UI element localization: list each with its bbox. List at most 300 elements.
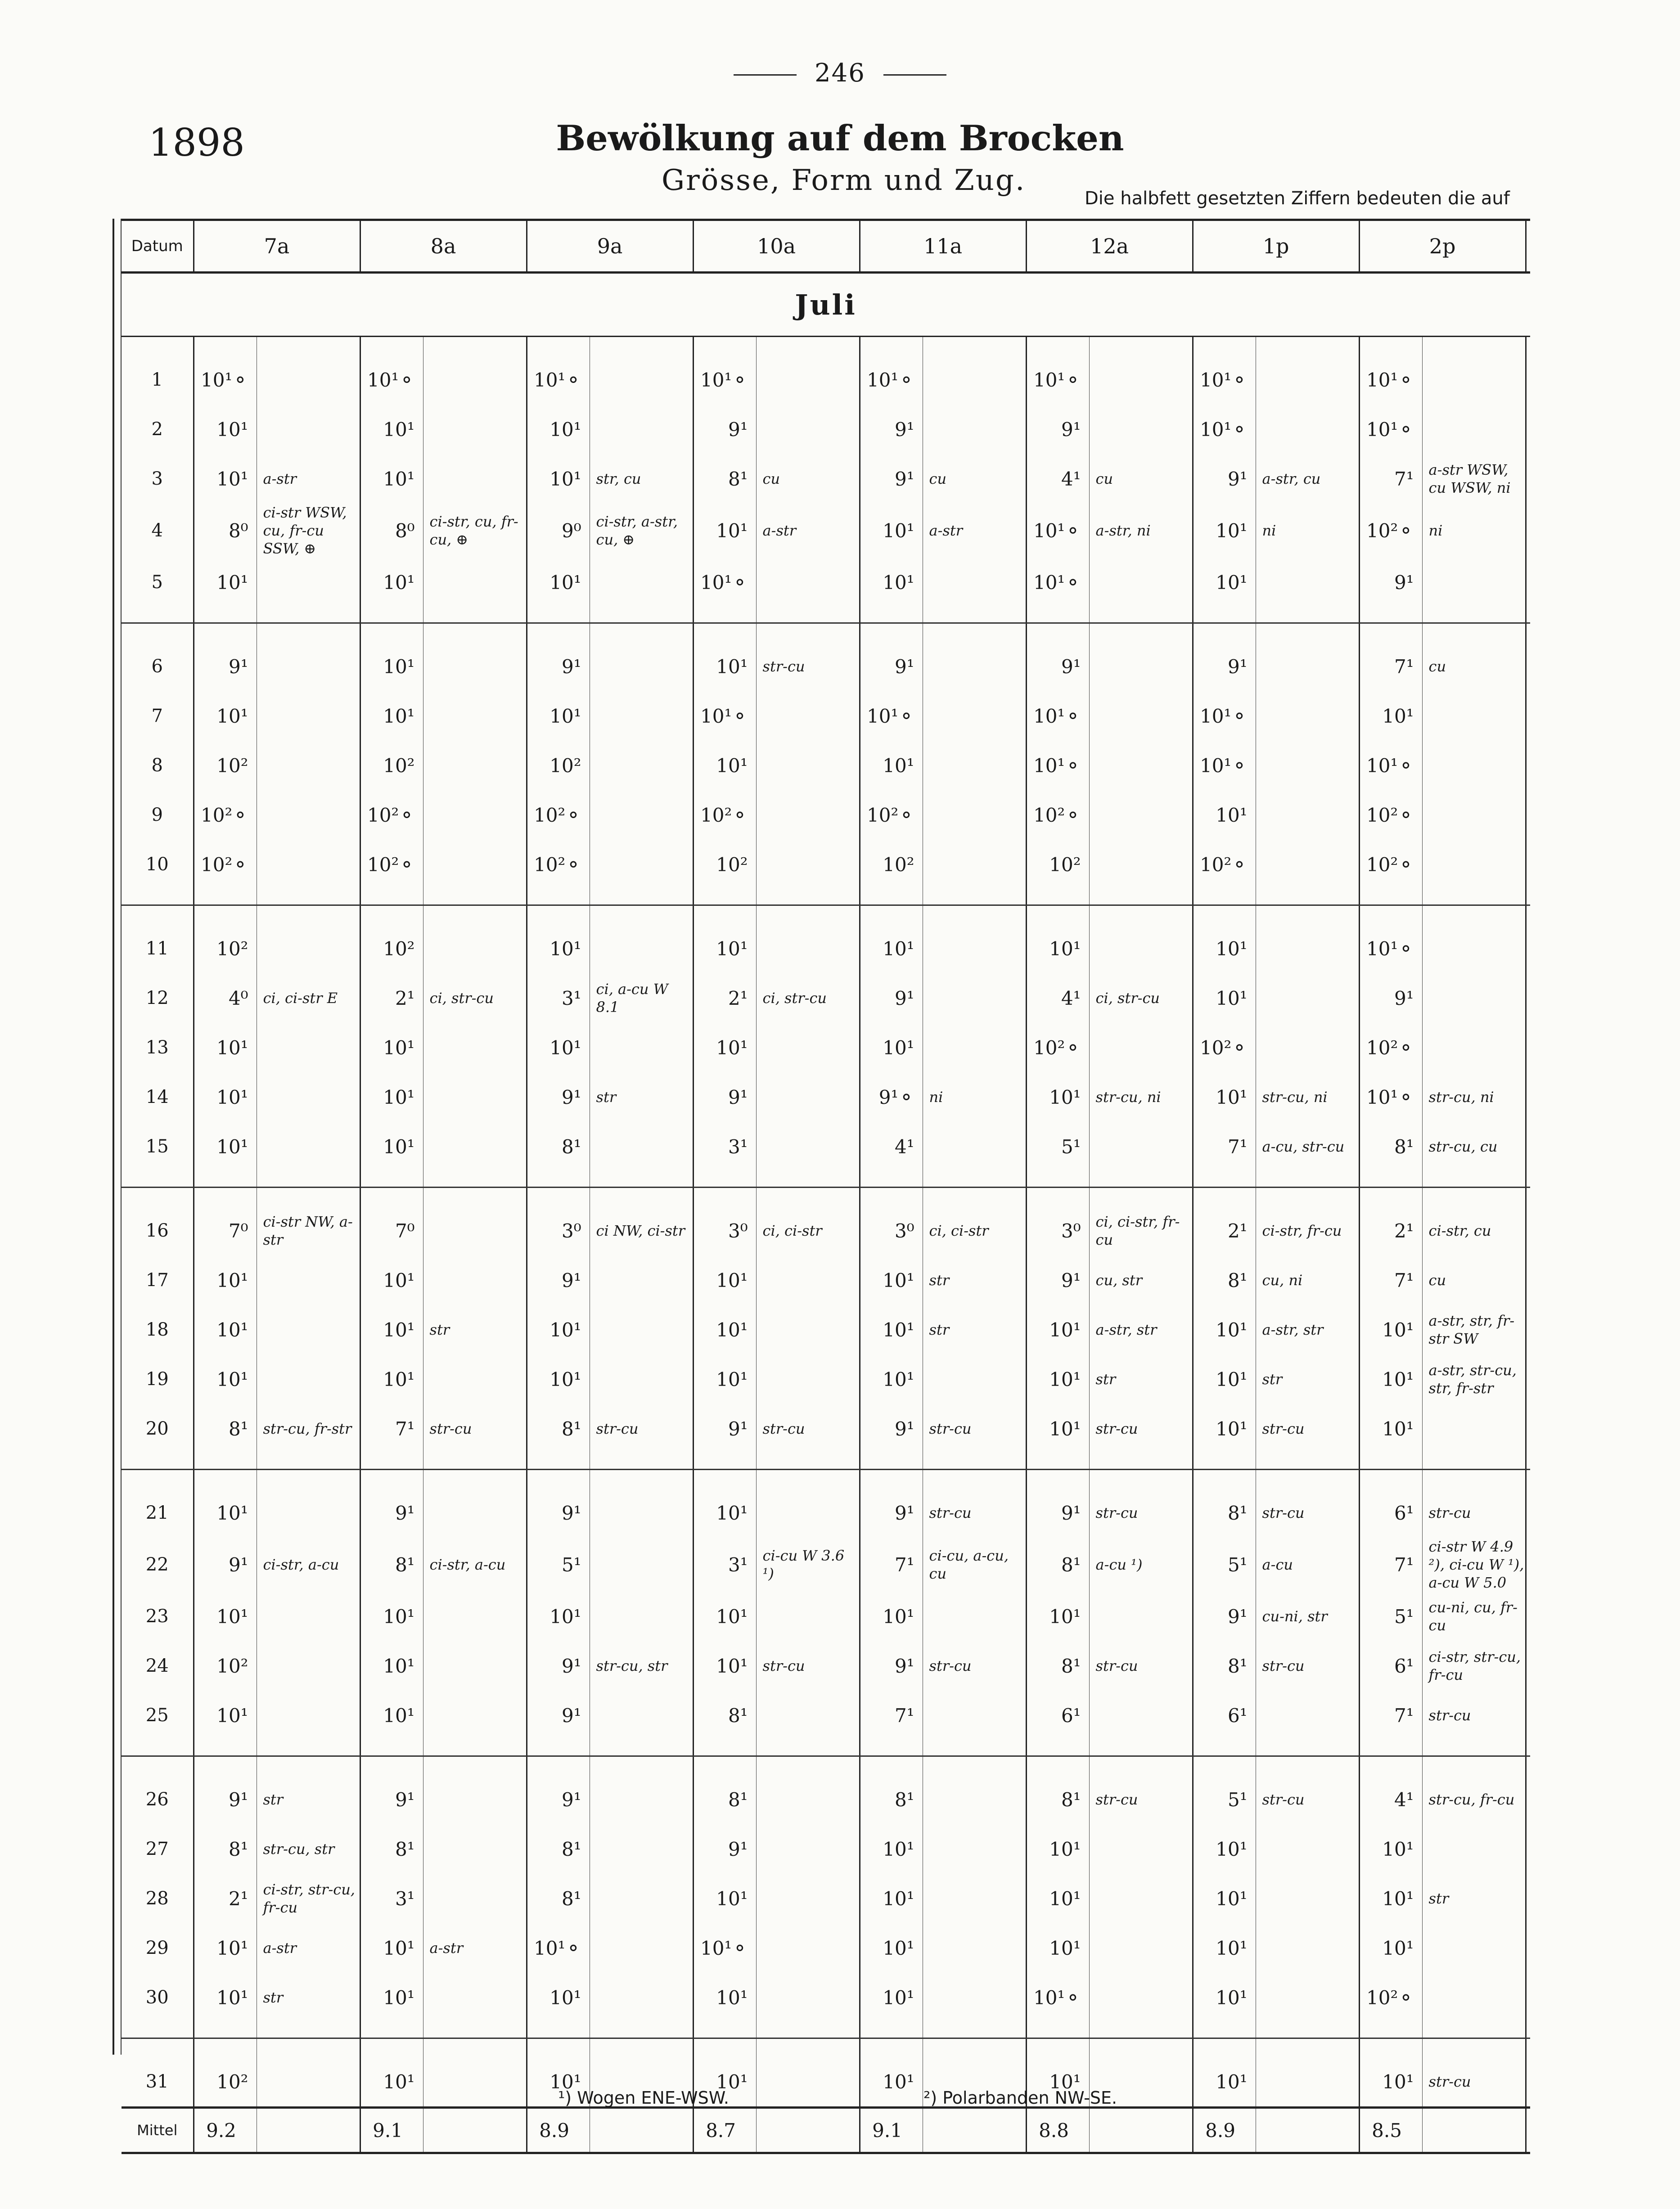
cloud-amount: 8¹: [1026, 1538, 1089, 1592]
cloud-amount: 8¹: [1193, 1470, 1256, 1538]
cloud-form: [756, 1691, 860, 1756]
edge-cell: [1526, 1072, 1530, 1122]
cloud-form: [1256, 1824, 1359, 1874]
cloud-form: [923, 337, 1026, 405]
cloud-form: ci-str, str-cu, fr-cu: [257, 1874, 360, 1923]
cloud-amount: 5¹: [1193, 1756, 1256, 1825]
cloud-form: str: [257, 1756, 360, 1825]
cloud-form: [590, 1255, 693, 1305]
cloud-form: str-cu: [590, 1404, 693, 1470]
cloud-form: [1256, 405, 1359, 454]
cloud-amount: 10²⚬: [1359, 1973, 1422, 2038]
cloud-form: str: [923, 1305, 1026, 1354]
page-title: Bewölkung auf dem Brocken: [556, 118, 1124, 159]
cloud-amount: 9¹: [1026, 1470, 1089, 1538]
cloud-amount: 10¹: [360, 2038, 423, 2108]
cloud-form: cu, str: [1089, 1255, 1193, 1305]
cloud-form: [423, 1470, 527, 1538]
cloud-form: ci-str WSW, cu, fr-cu SSW, ⊕: [257, 504, 360, 558]
cloud-form: [257, 1691, 360, 1756]
cloud-amount: 2¹: [693, 973, 756, 1023]
cloud-form: [257, 1354, 360, 1404]
cloud-amount: 10¹: [194, 1354, 257, 1404]
table-row: [122, 1188, 1530, 1256]
cloud-amount: 10¹: [693, 1874, 756, 1923]
cloud-form: [1422, 691, 1526, 741]
cloud-form: [590, 1354, 693, 1404]
footnote: ²) Polarbanden NW-SE.: [923, 2088, 1117, 2108]
cloud-amount: 10¹⚬: [860, 691, 923, 741]
cloud-form: [423, 1354, 527, 1404]
cloud-amount: 9¹: [1193, 1592, 1256, 1641]
cloud-amount: 10¹: [1193, 1072, 1256, 1122]
cloud-amount: 8¹: [1026, 1641, 1089, 1691]
cloud-form: [1256, 623, 1359, 692]
datum-header: Datum: [122, 220, 194, 273]
cloud-form: [1089, 840, 1193, 905]
table-row: [122, 691, 1530, 741]
hour-header: 10a: [693, 220, 860, 273]
cloud-form: ni: [1422, 504, 1526, 558]
cloud-form: [590, 1592, 693, 1641]
edge-cell: [1526, 790, 1530, 840]
cloud-amount: 10¹: [527, 1973, 590, 2038]
cloud-form: a-str: [756, 504, 860, 558]
cloud-amount: 10¹: [860, 1592, 923, 1641]
cloud-form: [756, 1470, 860, 1538]
day-number: 30: [122, 1973, 194, 2038]
cloud-amount: 9¹: [1026, 623, 1089, 692]
cloud-form: [1422, 337, 1526, 405]
cloud-form: [423, 840, 527, 905]
cloud-form: [1089, 1592, 1193, 1641]
cloud-amount: 10¹: [194, 1592, 257, 1641]
cloud-amount: 3⁰: [860, 1188, 923, 1256]
cloud-amount: 3¹: [693, 1122, 756, 1188]
cloud-form: [1089, 1973, 1193, 2038]
cloud-form: ni: [1256, 504, 1359, 558]
cloud-form: ci-str, cu, fr-cu, ⊕: [423, 504, 527, 558]
cloud-amount: 9¹: [1026, 1255, 1089, 1305]
cloud-amount: 10¹⚬: [1359, 405, 1422, 454]
cloud-amount: 7¹: [1359, 623, 1422, 692]
cloud-form: [1256, 337, 1359, 405]
cloud-amount: 10¹: [360, 405, 423, 454]
cloud-form: str-cu: [1422, 1691, 1526, 1756]
cloud-form: [590, 623, 693, 692]
edge-cell: [1526, 504, 1530, 558]
cloud-form: str: [1422, 1874, 1526, 1923]
cloud-form: str-cu, fr-cu: [1422, 1756, 1526, 1825]
cloud-amount: 10²⚬: [1193, 840, 1256, 905]
cloud-form: cu, ni: [1256, 1255, 1359, 1305]
cloud-amount: 10¹⚬: [1359, 741, 1422, 790]
cloud-amount: 8¹: [194, 1404, 257, 1470]
edge-cell: [1526, 454, 1530, 504]
cloud-form: str-cu, str: [590, 1641, 693, 1691]
cloud-amount: 10¹: [860, 905, 923, 974]
cloud-form: [923, 1023, 1026, 1072]
cloud-amount: 10¹: [860, 504, 923, 558]
cloud-amount: 10¹: [1193, 790, 1256, 840]
edge-cell: [1526, 1824, 1530, 1874]
cloud-form: ci-str, fr-cu: [1256, 1188, 1359, 1256]
cloud-amount: 10¹: [527, 405, 590, 454]
cloud-form: [423, 1874, 527, 1923]
cloud-form: ci-str, a-cu: [423, 1538, 527, 1592]
cloud-amount: 2¹: [360, 973, 423, 1023]
cloud-amount: 10¹⚬: [1193, 741, 1256, 790]
mittel-row: [122, 2108, 1530, 2153]
cloud-amount: 10¹: [860, 1824, 923, 1874]
cloud-form: [1422, 741, 1526, 790]
day-number: 3: [151, 468, 163, 489]
cloud-form: [257, 840, 360, 905]
cloud-amount: 10¹: [693, 1470, 756, 1538]
cloud-form: [1256, 741, 1359, 790]
cloud-amount: 9¹: [194, 1538, 257, 1592]
cloud-amount: 8¹: [693, 1756, 756, 1825]
table-row: [122, 337, 1530, 405]
day-number: 17: [145, 1270, 169, 1291]
cloud-form: [257, 905, 360, 974]
table-row: [122, 1691, 1530, 1756]
cloud-amount: 10¹⚬: [1359, 1072, 1422, 1122]
cloud-amount: 10¹⚬: [1026, 337, 1089, 405]
cloud-form: [756, 1354, 860, 1404]
cloud-amount: 10¹⚬: [1026, 504, 1089, 558]
cloud-amount: 7⁰: [360, 1188, 423, 1256]
cloud-form: [423, 623, 527, 692]
cloud-form: ci-str W 4.9 ²), ci-cu W ¹), a-cu W 5.0: [1422, 1538, 1526, 1592]
cloud-amount: 10²⚬: [1193, 1023, 1256, 1072]
cloud-amount: 10¹: [1193, 1874, 1256, 1923]
cloud-amount: 10¹: [693, 2038, 756, 2108]
cloud-form: [257, 741, 360, 790]
edge-cell: [1526, 558, 1530, 623]
cloud-form: [923, 1122, 1026, 1188]
table-row: [122, 1641, 1530, 1691]
cloud-amount: 10²⚬: [860, 790, 923, 840]
table-row: [122, 405, 1530, 454]
day-number: 23: [145, 1606, 169, 1627]
cloud-amount: 10¹: [360, 1305, 423, 1354]
cloud-amount: 2¹: [1359, 1188, 1422, 1256]
cloud-form: [1422, 790, 1526, 840]
day-number: 6: [151, 656, 163, 677]
edge-cell: [1526, 405, 1530, 454]
cloud-form: [1422, 1404, 1526, 1470]
table-row: [122, 1756, 1530, 1825]
day-number: 19: [145, 1369, 169, 1390]
cloud-form: [1422, 1824, 1526, 1874]
cloud-amount: 9¹: [360, 1756, 423, 1825]
cloud-amount: 4⁰: [194, 973, 257, 1023]
edge-cell: [1526, 1255, 1530, 1305]
cloud-amount: 3⁰: [693, 1188, 756, 1256]
cloud-form: [756, 790, 860, 840]
cloud-amount: 8¹: [527, 1404, 590, 1470]
cloud-amount: 2¹: [1193, 1188, 1256, 1256]
cloud-amount: 8¹: [360, 1538, 423, 1592]
cloud-form: str-cu: [756, 1641, 860, 1691]
edge-cell: [1526, 1023, 1530, 1072]
cloud-form: [423, 905, 527, 974]
cloud-amount: 4¹: [1026, 973, 1089, 1023]
cloud-form: [423, 741, 527, 790]
cloud-form: [1089, 1874, 1193, 1923]
cloud-amount: 10¹⚬: [693, 1923, 756, 1973]
cloud-form: [423, 2038, 527, 2108]
cloud-form: ci, str-cu: [423, 973, 527, 1023]
cloud-amount: 10¹: [1026, 905, 1089, 974]
cloud-form: ci-cu, a-cu, cu: [923, 1538, 1026, 1592]
cloud-form: [423, 1824, 527, 1874]
cloud-amount: 9¹: [860, 623, 923, 692]
header-note: Die halbfett gesetzten Ziffern bedeuten die auf: [1085, 188, 1510, 209]
cloud-amount: 10²⚬: [360, 790, 423, 840]
cloud-amount: 7¹: [860, 1691, 923, 1756]
edge-cell: [1526, 1691, 1530, 1756]
day-number: 5: [122, 558, 194, 623]
cloud-amount: 10¹: [860, 1973, 923, 2038]
mittel-value: 8.9: [527, 2108, 590, 2153]
cloud-amount: 10¹⚬: [1026, 1973, 1089, 2038]
cloud-form: [423, 1691, 527, 1756]
cloud-amount: 9¹: [1359, 973, 1422, 1023]
cloud-form: str-cu: [1256, 1404, 1359, 1470]
cloud-amount: 10¹: [1026, 1354, 1089, 1404]
cloud-amount: 10¹: [693, 905, 756, 974]
cloud-form: [423, 691, 527, 741]
cloud-form: [756, 1122, 860, 1188]
cloud-form: [1089, 405, 1193, 454]
cloud-amount: 10²: [194, 741, 257, 790]
cloud-form: ci NW, ci-str: [590, 1188, 693, 1256]
cloud-form: str-cu, str: [257, 1824, 360, 1874]
cloud-amount: 10¹⚬: [1193, 337, 1256, 405]
cloud-form: [756, 1255, 860, 1305]
cloud-amount: 9¹: [527, 1470, 590, 1538]
cloud-form: str-cu: [923, 1404, 1026, 1470]
day-number: 29: [145, 1938, 169, 1958]
cloud-amount: 10¹: [194, 1973, 257, 2038]
cloud-amount: 10¹⚬: [527, 1923, 590, 1973]
cloud-amount: 9¹⚬: [860, 1072, 923, 1122]
cloud-amount: 7¹: [1193, 1122, 1256, 1188]
edge-cell: [1526, 1470, 1530, 1538]
edge-cell: [1526, 741, 1530, 790]
cloud-form: a-cu ¹): [1089, 1538, 1193, 1592]
cloud-form: [257, 691, 360, 741]
cloud-amount: 3¹: [693, 1538, 756, 1592]
cloud-form: [1089, 623, 1193, 692]
cloud-form: str-cu, ni: [1422, 1072, 1526, 1122]
cloud-amount: 10¹: [693, 1255, 756, 1305]
cloud-form: cu-ni, str: [1256, 1592, 1359, 1641]
cloud-form: [756, 1305, 860, 1354]
cloud-amount: 10¹: [860, 1923, 923, 1973]
edge-cell: [1526, 1188, 1530, 1256]
hour-header: 8a: [360, 220, 527, 273]
cloud-amount: 10¹⚬: [1026, 741, 1089, 790]
edge-cell: [1526, 1756, 1530, 1825]
cloud-form: str-cu: [756, 623, 860, 692]
cloud-amount: 9¹: [693, 405, 756, 454]
cloud-form: [423, 405, 527, 454]
cloud-amount: 10¹: [1193, 1354, 1256, 1404]
cloud-form: [257, 790, 360, 840]
cloud-amount: 10¹⚬: [1359, 905, 1422, 974]
mittel-blank: [257, 2108, 360, 2153]
day-number: 8: [151, 755, 163, 776]
cloud-amount: 10¹: [860, 558, 923, 623]
cloud-form: [923, 1874, 1026, 1923]
cloud-amount: 9¹: [693, 1824, 756, 1874]
edge-cell: [1526, 1404, 1530, 1470]
day-number: 1: [151, 369, 163, 390]
cloud-form: [423, 1122, 527, 1188]
cloud-amount: 8⁰: [194, 504, 257, 558]
cloud-form: [756, 1023, 860, 1072]
cloud-form: [590, 1824, 693, 1874]
cloud-form: a-str: [257, 1923, 360, 1973]
cloud-amount: 10²: [1026, 840, 1089, 905]
cloud-amount: 10¹: [1026, 1874, 1089, 1923]
cloud-amount: 9¹: [527, 1255, 590, 1305]
cloud-amount: 10²⚬: [194, 790, 257, 840]
cloud-form: cu: [1422, 1255, 1526, 1305]
cloud-amount: 10¹: [1026, 1404, 1089, 1470]
cloud-form: [1256, 973, 1359, 1023]
cloud-form: ci-str, a-str, cu, ⊕: [590, 504, 693, 558]
hour-header: 9a: [527, 220, 693, 273]
cloud-form: [257, 1122, 360, 1188]
cloud-amount: 8¹: [194, 1824, 257, 1874]
edge-cell: [1526, 905, 1530, 974]
cloud-amount: 10¹: [693, 741, 756, 790]
cloud-form: [756, 1592, 860, 1641]
cloud-amount: 10¹⚬: [693, 558, 756, 623]
cloud-amount: 10²: [527, 741, 590, 790]
cloud-amount: 10²: [860, 840, 923, 905]
cloud-form: str-cu, fr-str: [257, 1404, 360, 1470]
cloud-amount: 8¹: [527, 1122, 590, 1188]
edge-cell: [1526, 623, 1530, 692]
cloud-form: [590, 1305, 693, 1354]
cloud-form: str-cu: [1089, 1404, 1193, 1470]
cloud-form: [423, 1756, 527, 1825]
cloud-form: ci-str, cu: [1422, 1188, 1526, 1256]
page-number: [0, 58, 1680, 88]
cloud-form: [257, 337, 360, 405]
cloud-amount: 10¹⚬: [1026, 691, 1089, 741]
cloud-form: [1422, 1023, 1526, 1072]
cloud-form: str: [923, 1255, 1026, 1305]
cloud-form: [257, 1023, 360, 1072]
day-number: 11: [145, 938, 169, 959]
cloud-form: [257, 2038, 360, 2108]
table-row: [122, 1538, 1530, 1592]
cloud-form: [1422, 558, 1526, 623]
cloud-amount: 10¹: [693, 623, 756, 692]
cloud-form: [1422, 405, 1526, 454]
day-number: 2: [151, 419, 163, 440]
mittel-value: 8.5: [1359, 2108, 1422, 2153]
cloud-form: [756, 558, 860, 623]
year: 1898: [149, 121, 245, 165]
cloud-amount: 10²⚬: [527, 840, 590, 905]
cloud-amount: 10¹: [693, 504, 756, 558]
cloud-amount: 10²⚬: [1026, 790, 1089, 840]
cloud-amount: 9¹: [1193, 623, 1256, 692]
cloud-form: str-cu, ni: [1089, 1072, 1193, 1122]
table-row: [122, 1255, 1530, 1305]
cloud-form: ci, a-cu W 8.1: [590, 973, 693, 1023]
cloud-form: [1089, 337, 1193, 405]
table-row: [122, 790, 1530, 840]
cloud-amount: 10¹: [360, 1023, 423, 1072]
hour-header: 11a: [860, 220, 1026, 273]
mittel-value: 9.1: [860, 2108, 923, 2153]
cloud-form: [923, 1824, 1026, 1874]
edge-cell: [1526, 1923, 1530, 1973]
day-number: 24: [145, 1656, 169, 1676]
cloud-amount: 10¹: [527, 905, 590, 974]
cloud-form: [1256, 1923, 1359, 1973]
cloud-form: ci-str NW, a-str: [257, 1188, 360, 1256]
cloud-amount: 10¹: [527, 1305, 590, 1354]
cloud-form: a-str: [923, 504, 1026, 558]
dash-left: [734, 74, 797, 76]
cloud-form: str-cu: [1256, 1756, 1359, 1825]
cloud-amount: 7¹: [1359, 454, 1422, 504]
cloud-amount: 8¹: [693, 454, 756, 504]
cloud-form: ni: [923, 1072, 1026, 1122]
cloud-amount: 10¹: [527, 558, 590, 623]
cloud-form: cu: [756, 454, 860, 504]
cloud-form: [1256, 1691, 1359, 1756]
cloud-form: str-cu: [1089, 1641, 1193, 1691]
cloud-amount: 10¹: [194, 1122, 257, 1188]
cloud-form: a-str, str: [1089, 1305, 1193, 1354]
cloud-form: [1256, 1874, 1359, 1923]
cloud-amount: 8¹: [1026, 1756, 1089, 1825]
cloud-amount: 10¹: [360, 1923, 423, 1973]
cloud-form: str: [257, 1973, 360, 2038]
cloud-amount: 10¹⚬: [693, 337, 756, 405]
cloud-form: [590, 1470, 693, 1538]
cloud-amount: 10¹: [860, 2038, 923, 2108]
cloud-form: [923, 905, 1026, 974]
table-row: [122, 623, 1530, 692]
cloud-form: [590, 1122, 693, 1188]
cloud-form: [923, 558, 1026, 623]
cloud-amount: 8¹: [1193, 1255, 1256, 1305]
cloud-form: [756, 337, 860, 405]
cloud-amount: 10¹⚬: [194, 337, 257, 405]
cloud-amount: 10¹: [693, 1305, 756, 1354]
cloud-form: [1256, 905, 1359, 974]
cloud-form: [756, 691, 860, 741]
cloud-amount: 10¹: [693, 1641, 756, 1691]
cloud-amount: 3¹: [360, 1874, 423, 1923]
edge-cell: [1526, 220, 1530, 273]
cloud-amount: 10¹: [693, 1354, 756, 1404]
cloud-amount: 10¹: [360, 454, 423, 504]
table-row: [122, 1923, 1530, 1973]
table-row: [122, 1824, 1530, 1874]
